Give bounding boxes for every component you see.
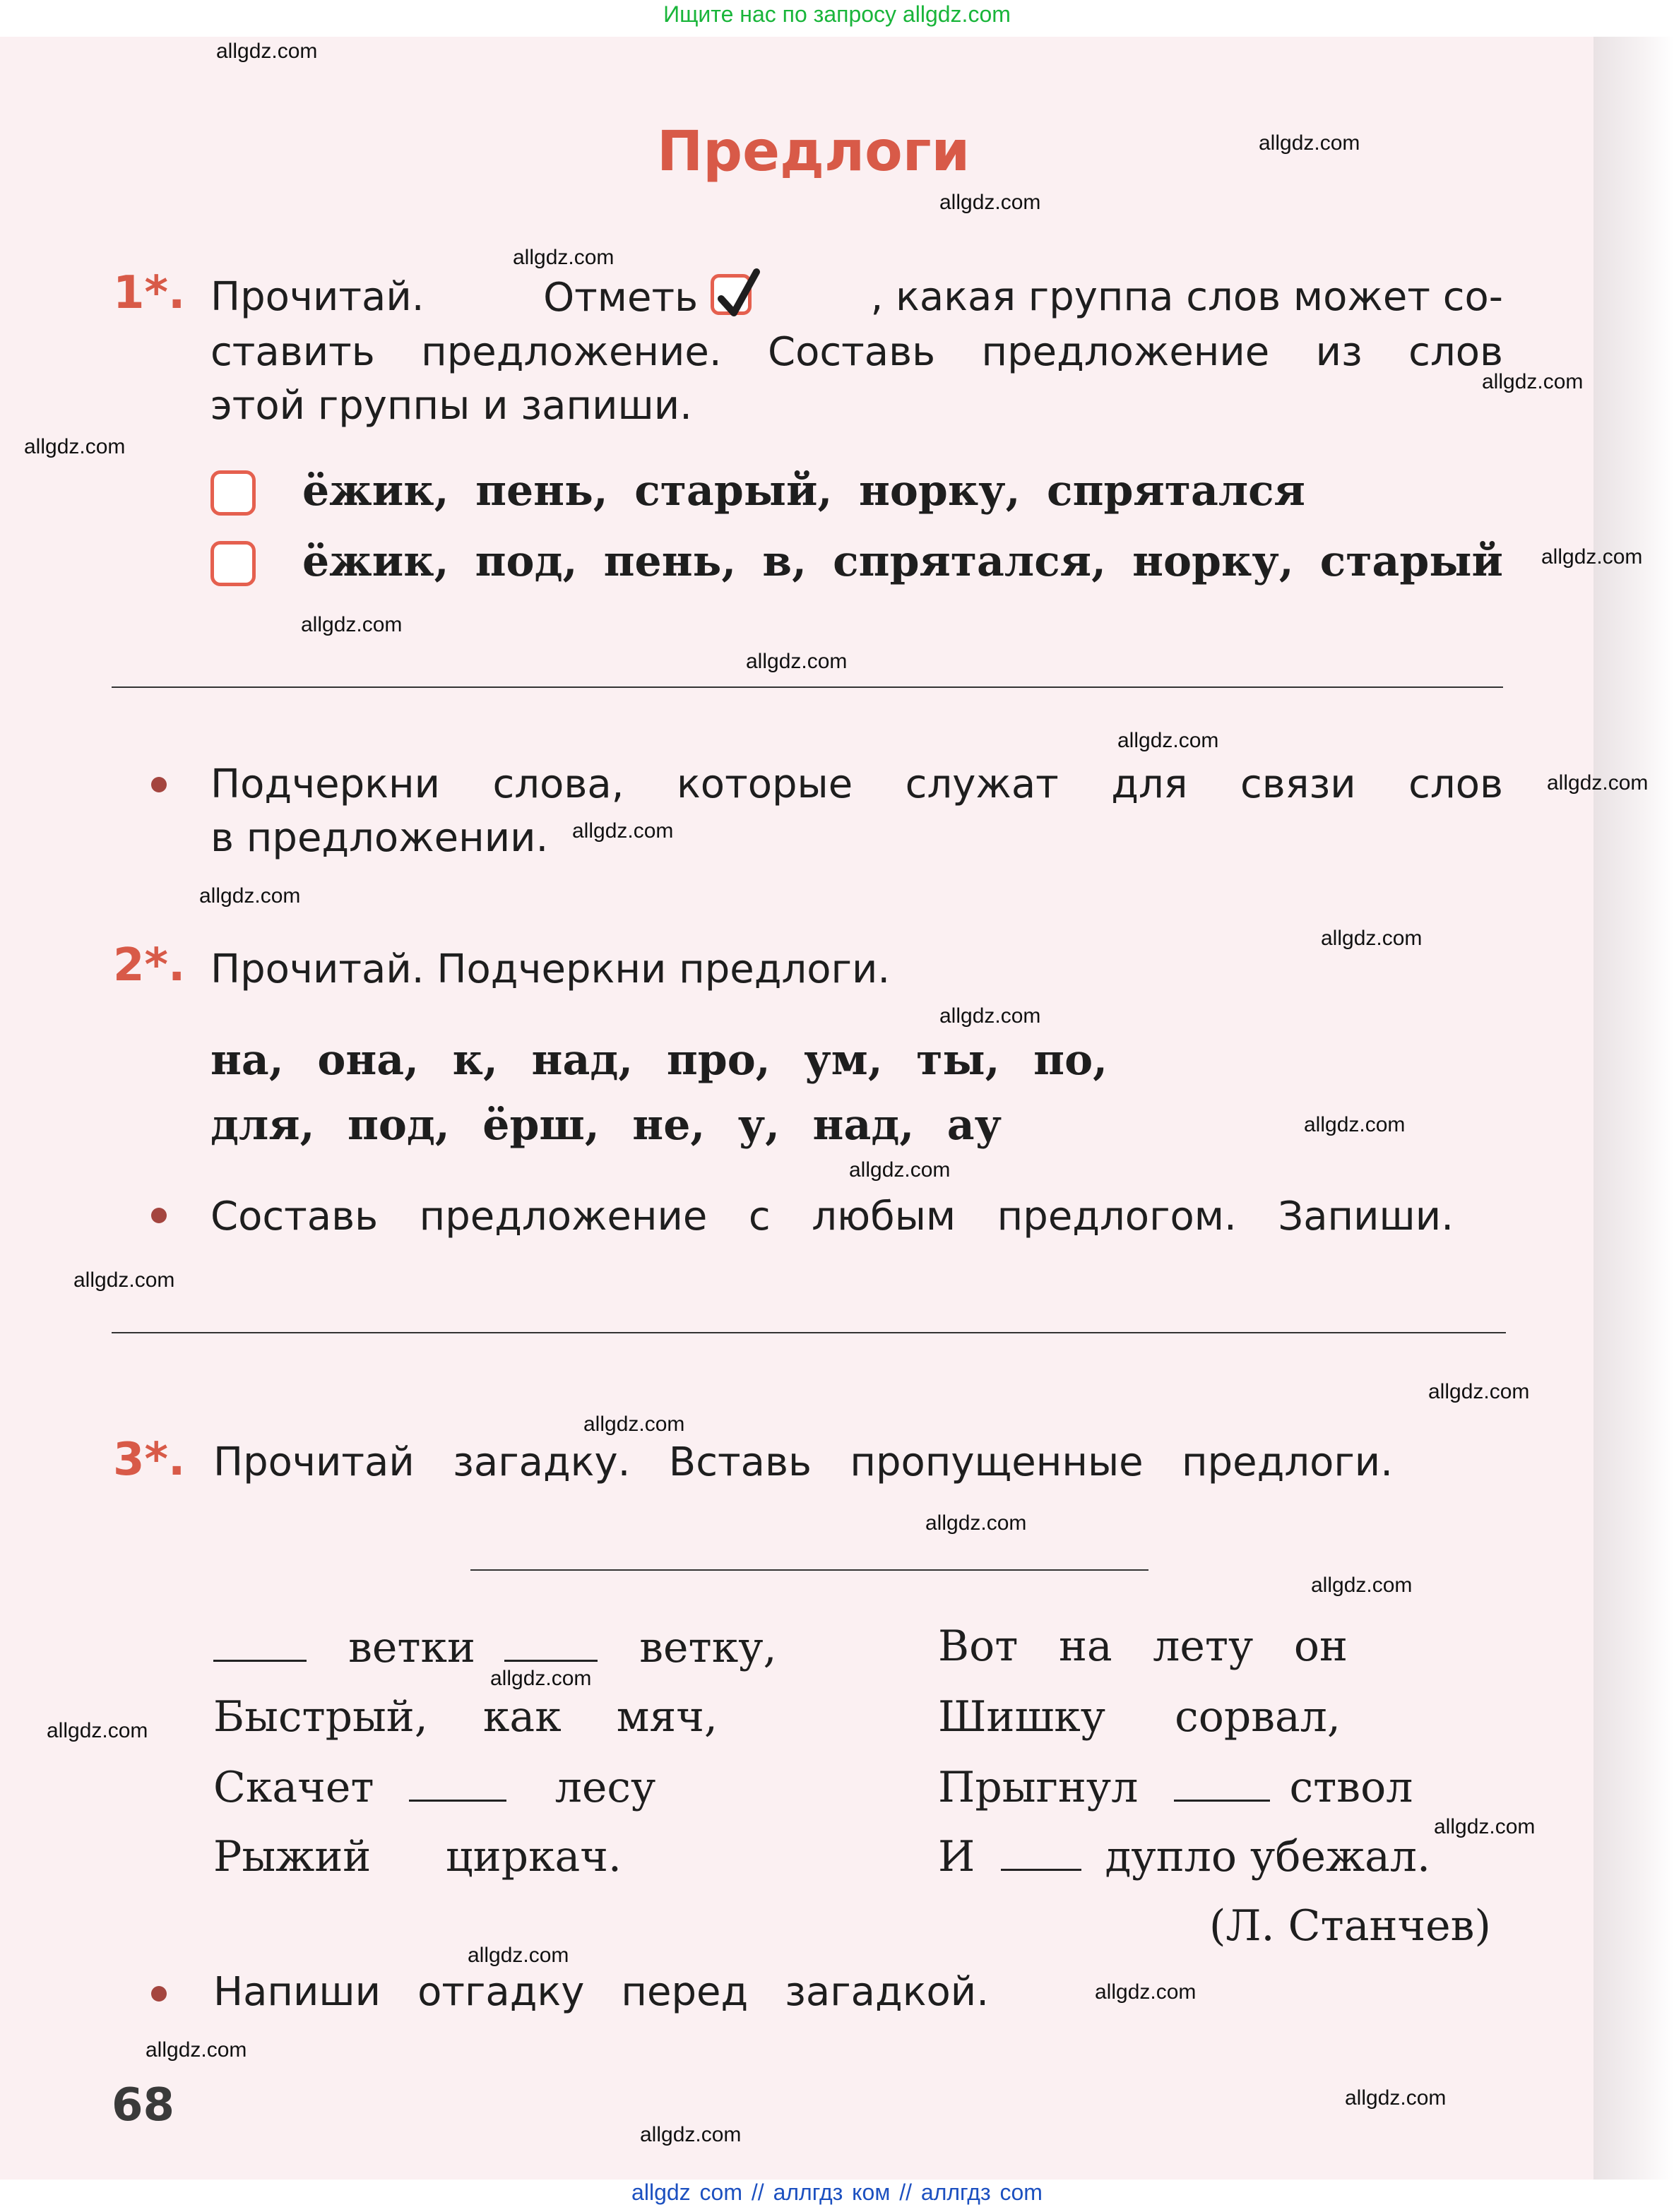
- watermark: allgdz.com: [1541, 545, 1643, 569]
- watermark: allgdz.com: [468, 1944, 569, 1967]
- watermark: allgdz.com: [640, 2123, 742, 2146]
- bottom-footer[interactable]: allgdz com // аллгдз ком // аллгдз com: [631, 2180, 1043, 2205]
- riddle-left-line4: Рыжий циркач.: [213, 1832, 622, 1881]
- watermark: allgdz.com: [939, 1004, 1041, 1028]
- riddle-right-line3: Прыгнул ствол: [938, 1763, 1413, 1812]
- watermark: allgdz.com: [47, 1719, 148, 1742]
- blank-2[interactable]: [504, 1629, 598, 1662]
- task1-line2: ставить предложение. Составь предложение из слов: [210, 329, 1503, 375]
- bullet-2: [151, 1208, 167, 1223]
- blank-4[interactable]: [1174, 1768, 1270, 1802]
- watermark: allgdz.com: [849, 1158, 951, 1182]
- watermark: allgdz.com: [1311, 1574, 1413, 1597]
- watermark: allgdz.com: [216, 40, 318, 63]
- option1-checkbox[interactable]: [210, 470, 256, 516]
- task2-words-line2: для, под, ёрш, не, у, над, ау: [210, 1100, 1002, 1150]
- watermark: allgdz.com: [572, 819, 674, 843]
- top-banner[interactable]: Ищите нас по запросу allgdz.com: [663, 1, 1011, 27]
- task2-instruction: Прочитай. Подчеркни предлоги.: [210, 946, 891, 992]
- task1-line1-rest: , какая группа слов может со-: [870, 274, 1503, 320]
- watermark: allgdz.com: [1304, 1113, 1406, 1136]
- checkmark-icon: [711, 274, 752, 315]
- watermark: allgdz.com: [925, 1511, 1027, 1535]
- page-title: Предлоги: [657, 120, 970, 184]
- watermark: allgdz.com: [1428, 1380, 1530, 1403]
- watermark: allgdz.com: [1117, 729, 1219, 752]
- show-through-text: [339, 134, 355, 192]
- watermark: allgdz.com: [1259, 131, 1360, 155]
- task1-line3: этой группы и запиши.: [210, 383, 692, 429]
- riddle-left-line3: Скачет лесу: [213, 1763, 656, 1812]
- watermark: allgdz.com: [1345, 2086, 1447, 2110]
- riddle-right-line4: И дупло убежал.: [938, 1832, 1431, 1881]
- watermark: allgdz.com: [513, 246, 615, 269]
- bullet-1: [151, 777, 167, 792]
- watermark: allgdz.com: [73, 1268, 175, 1292]
- task1-read-word: Прочитай.: [210, 274, 425, 320]
- task1-bullet-line1: Подчеркни слова, которые служат для связи слов: [210, 761, 1503, 807]
- blank-3[interactable]: [409, 1768, 506, 1802]
- watermark: allgdz.com: [1547, 771, 1649, 795]
- riddle-left-line2: Быстрый, как мяч,: [213, 1692, 718, 1742]
- blank-5[interactable]: [1001, 1838, 1081, 1871]
- page-number: 68: [112, 2079, 175, 2131]
- watermark: allgdz.com: [301, 613, 403, 636]
- riddle-left-line1: ветки ветку,: [213, 1623, 777, 1672]
- riddle-answer-line[interactable]: [470, 1569, 1148, 1571]
- watermark: allgdz.com: [1434, 1815, 1536, 1838]
- page-edge: [1593, 37, 1674, 2180]
- watermark: allgdz.com: [583, 1413, 685, 1436]
- riddle-right-line2: Шишку сорвал,: [938, 1692, 1341, 1742]
- watermark: allgdz.com: [1095, 1980, 1197, 2004]
- task3-number: 3*.: [113, 1434, 186, 1486]
- watermark: allgdz.com: [746, 650, 848, 673]
- task1-bullet-line2: в предложении.: [210, 815, 549, 861]
- task3-instruction: Прочитай загадку. Вставь пропущенные предлоги.: [213, 1439, 1393, 1485]
- watermark: allgdz.com: [199, 884, 301, 908]
- watermark: allgdz.com: [24, 435, 126, 458]
- answer-line-2[interactable]: [112, 1332, 1506, 1333]
- task2-number: 2*.: [113, 939, 186, 992]
- blank-1[interactable]: [213, 1629, 307, 1662]
- watermark: allgdz.com: [939, 191, 1041, 214]
- watermark: allgdz.com: [490, 1667, 592, 1690]
- bullet-3: [151, 1986, 167, 2002]
- task1-number: 1*.: [113, 267, 186, 319]
- task2-words-line1: на, она, к, над, про, ум, ты, по,: [210, 1035, 1108, 1085]
- watermark: allgdz.com: [1482, 370, 1584, 393]
- task1-line1: [210, 274, 1503, 321]
- watermark: allgdz.com: [146, 2038, 247, 2062]
- task1-mark-word: Отметь: [543, 274, 752, 321]
- answer-line-1[interactable]: [112, 686, 1503, 688]
- riddle-author: (Л. Станчев): [1209, 1901, 1491, 1951]
- option2-checkbox[interactable]: [210, 541, 256, 586]
- watermark: allgdz.com: [1321, 927, 1423, 950]
- task3-bullet-text: Напиши отгадку перед загадкой.: [213, 1969, 989, 2015]
- option1-words: ёжик, пень, старый, норку, спрятался: [302, 466, 1305, 516]
- option2-words: ёжик, под, пень, в, спрятался, норку, старый: [302, 537, 1503, 586]
- task2-bullet-text: Составь предложение с любым предлогом. Запиши.: [210, 1194, 1454, 1239]
- riddle-right-line1: Вот на лету он: [938, 1622, 1348, 1671]
